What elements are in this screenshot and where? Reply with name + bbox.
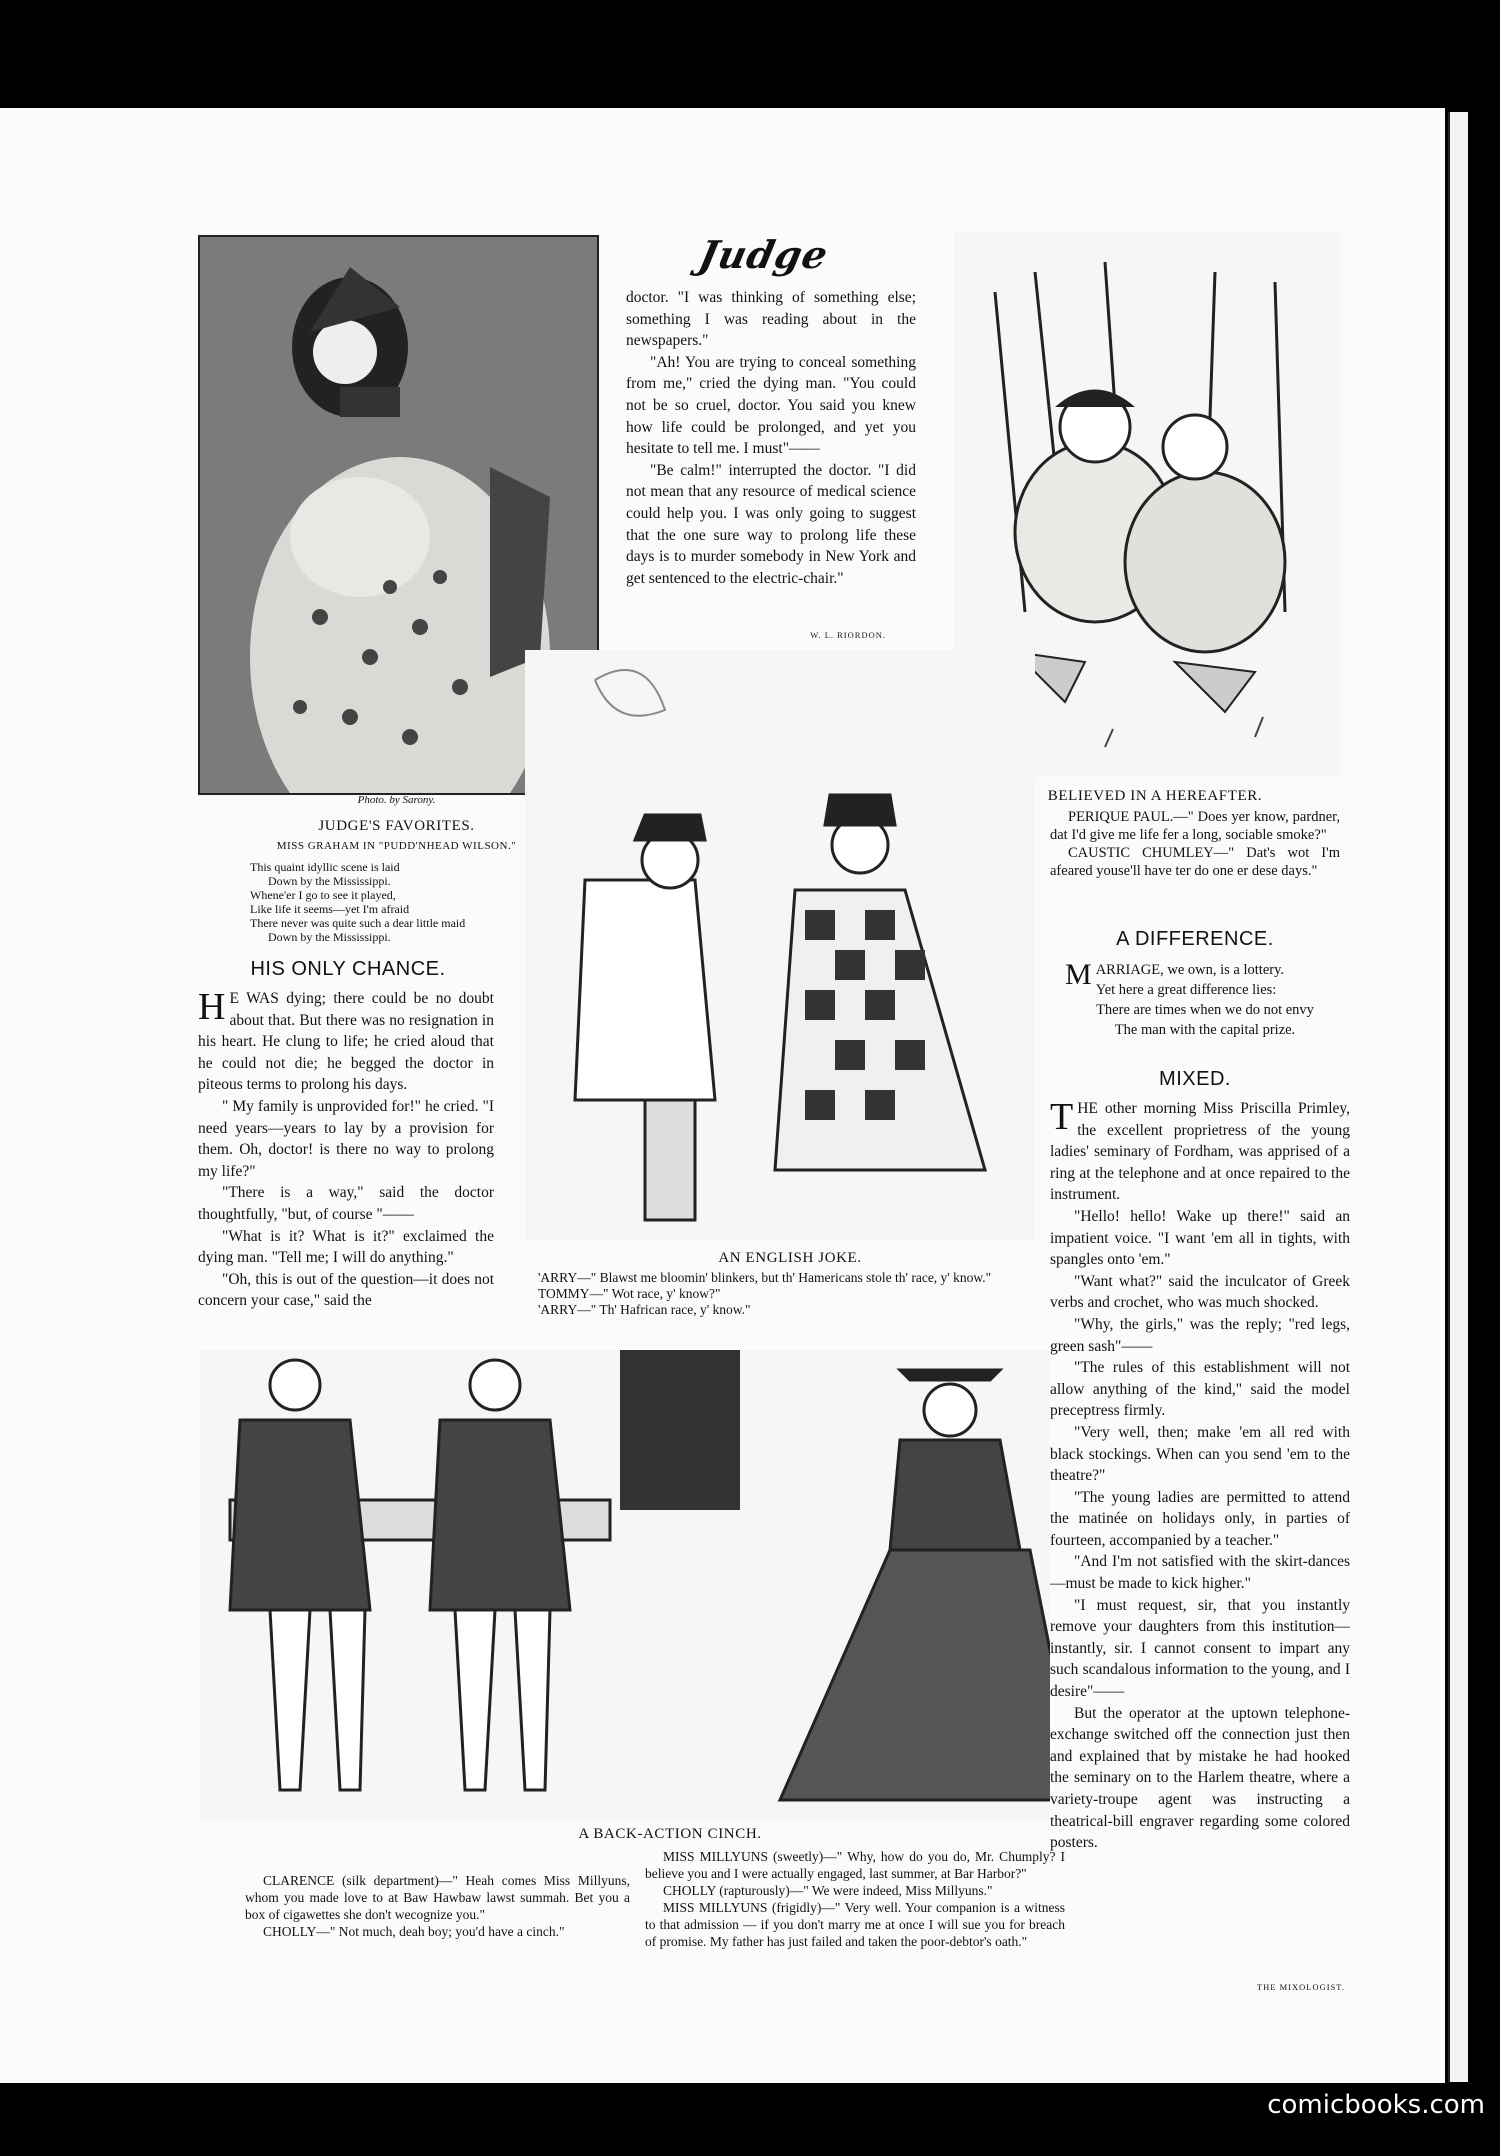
dialog-line: TOMMY—" Wot race, y' know?" (538, 1286, 721, 1301)
cinch-left-dialog (245, 1872, 630, 1940)
dialog-line: 'ARRY—" Th' Hafrican race, y' know." (538, 1302, 751, 1317)
riordon-signature: W. L. RIORDON. (810, 630, 886, 640)
paragraph: "Why, the girls," was the reply; "red legs, green sash"—— (1050, 1315, 1350, 1355)
paragraph: doctor. "I was thinking of something else; something I was reading about in the newspapers." (626, 289, 916, 350)
paragraph: "There is a way," said the doctor thoughtfully, "but, of course "—— (198, 1184, 494, 1223)
english-joke-illustration (525, 650, 1035, 1240)
dialog-line: MISS MILLYUNS (frigidly)—" Very well. Your companion is a witness to that admission — if you don't marry me at once I will sue you for breach of promise. My father has just failed and taken the poor-debtor's oath." (645, 1900, 1065, 1949)
dialog-line: CLARENCE (silk department)—" Heah comes Miss Millyuns, whom you made love to at Baw Hawbaw lawst summah. Bet you a box of cigawettes she don't wecognize you." (245, 1873, 630, 1922)
believed-title: BELIEVED IN A HEREAFTER. (1047, 788, 1263, 804)
masthead-title: Judge (695, 232, 833, 277)
dropcap: T (1050, 1098, 1074, 1138)
dialog-line: CHOLLY—" Not much, deah boy; you'd have a cinch." (263, 1924, 565, 1939)
dialog-line: 'ARRY—" Blawst me bloomin' blinkers, but th' Hamericans stole th' race, y' know." (538, 1270, 992, 1285)
cinch-title: A BACK-ACTION CINCH. (578, 1826, 762, 1842)
dialog-line: CAUSTIC CHUMLEY—" Dat's wot I'm afeared youse'll have ter do one er dese days." (1050, 845, 1340, 879)
dropcap: M (1065, 958, 1092, 991)
mixed-column (1050, 1098, 1350, 1958)
photo-credit: Photo. by Sarony. (357, 794, 436, 806)
verse-line: This quaint idyllic scene is laid (250, 860, 400, 874)
dialog-line: MISS MILLYUNS (sweetly)—" Why, how do you do, Mr. Chumply? I believe you and I were actually engaged, last summer, at Bar Harbor?" (645, 1849, 1065, 1881)
dialog-line: PERIQUE PAUL.—" Does yer know, pardner, dat I'd give me life fer a long, sociable smoke?" (1050, 809, 1340, 843)
paragraph: "Oh, this is out of the question—it does not concern your case," said the (198, 1270, 494, 1310)
paragraph: "What is it? What is it?" exclaimed the dying man. "Tell me; I will do anything." (198, 1227, 494, 1267)
cinch-right-dialog (645, 1848, 1065, 1950)
cinch-illustration (200, 1350, 1050, 1820)
favorites-heading: JUDGE'S FAVORITES. (318, 818, 475, 834)
english-joke-title: AN ENGLISH JOKE. (718, 1250, 862, 1266)
mixologist-signature: THE MIXOLOGIST. (1256, 1982, 1345, 1992)
paragraph: "The young ladies are permitted to attend the matinée on holidays only, in parties of fourteen, accompanied by a teacher." (1050, 1488, 1350, 1549)
favorites-verse (250, 860, 550, 944)
verse-line: Like life it seems—yet I'm afraid (250, 902, 410, 916)
dialog-line: CHOLLY (rapturously)—" We were indeed, Miss Millyuns." (663, 1883, 993, 1898)
mixed-title: MIXED. (1159, 1068, 1231, 1090)
paragraph: E WAS dying; there could be no doubt about that. But there was no resignation in his heart. He clung to life; he cried aloud that he could not die; he begged the doctor in piteous terms to prolong his days. (198, 990, 494, 1094)
favorites-subheading: MISS GRAHAM IN "PUDD'NHEAD WILSON." (276, 840, 517, 852)
his-only-chance-column (198, 988, 494, 1353)
paragraph: But the operator at the uptown telephone-exchange switched off the connection just then and explained that by mistake he had hooked the seminary on to the Harlem theatre, where a variety-troupe agent was instructing a theatrical-bill engraver regarding some colored posters. (1050, 1704, 1350, 1852)
verse-line: Down by the Mississippi. (268, 874, 391, 888)
his-only-chance-continued (626, 287, 916, 589)
paragraph: "Be calm!" interrupted the doctor. "I did not mean that any resource of medical science could help you. I was only going to suggest that the one sure way to prolong life these days is to murder somebody in New York and get sentenced to the electric-chair." (626, 461, 916, 587)
verse-line: The man with the capital prize. (1114, 1022, 1296, 1038)
verse-line: Whene'er I go to see it played, (250, 888, 396, 902)
his-only-chance-title: HIS ONLY CHANCE. (250, 958, 446, 980)
paragraph: "The rules of this establishment will not allow anything of the kind," said the model preceptress firmly. (1050, 1359, 1350, 1420)
paragraph: "Hello! hello! Wake up there!" said an impatient voice. "I want 'em all in tights, with spangles onto 'em." (1050, 1207, 1350, 1269)
english-joke-dialog (520, 1270, 1040, 1318)
verse-line: There never was quite such a dear little maid (250, 916, 466, 930)
page-spine (1448, 112, 1468, 2082)
believed-dialog (1050, 808, 1340, 880)
site-watermark: comicbooks.com (1267, 2090, 1485, 2120)
paragraph: "Want what?" said the inculcator of Greek verbs and crochet, who was much shocked. (1050, 1272, 1350, 1312)
paragraph: HE other morning Miss Priscilla Primley, the excellent proprietress of the young ladies' seminary of Fordham, was apprised of a ring at the telephone and at once repaired to the instrument. (1050, 1100, 1350, 1204)
dropcap: H (198, 988, 226, 1028)
difference-title: A DIFFERENCE. (1116, 928, 1274, 950)
difference-verse (1065, 960, 1345, 1040)
paragraph: "I must request, sir, that you instantly remove your daughters from this institution—instantly, sir. I cannot consent to impart any such scandalous information to the young, and I desire"—— (1050, 1596, 1350, 1701)
paragraph: "Very well, then; make 'em all red with black stockings. When can you send 'em to the theatre?" (1050, 1423, 1350, 1485)
paragraph: "Ah! You are trying to conceal something from me," cried the dying man. "You could not be so cruel, doctor. You said you knew how life could be prolonged, and yet you hesitate to tell me. I must"—— (626, 353, 916, 458)
verse-line: There are times when we do not envy (1096, 1002, 1314, 1018)
verse-line: ARRIAGE, we own, is a lottery. (1095, 962, 1285, 978)
verse-line: Yet here a great difference lies: (1095, 982, 1277, 998)
paragraph: "And I'm not satisfied with the skirt-dances—must be made to kick higher." (1050, 1553, 1350, 1593)
paragraph: " My family is unprovided for!" he cried. "I need years—years to lay by a provision for them. Oh, doctor! is there no way to prolong my life?" (198, 1097, 494, 1180)
verse-line: Down by the Mississippi. (268, 930, 391, 944)
